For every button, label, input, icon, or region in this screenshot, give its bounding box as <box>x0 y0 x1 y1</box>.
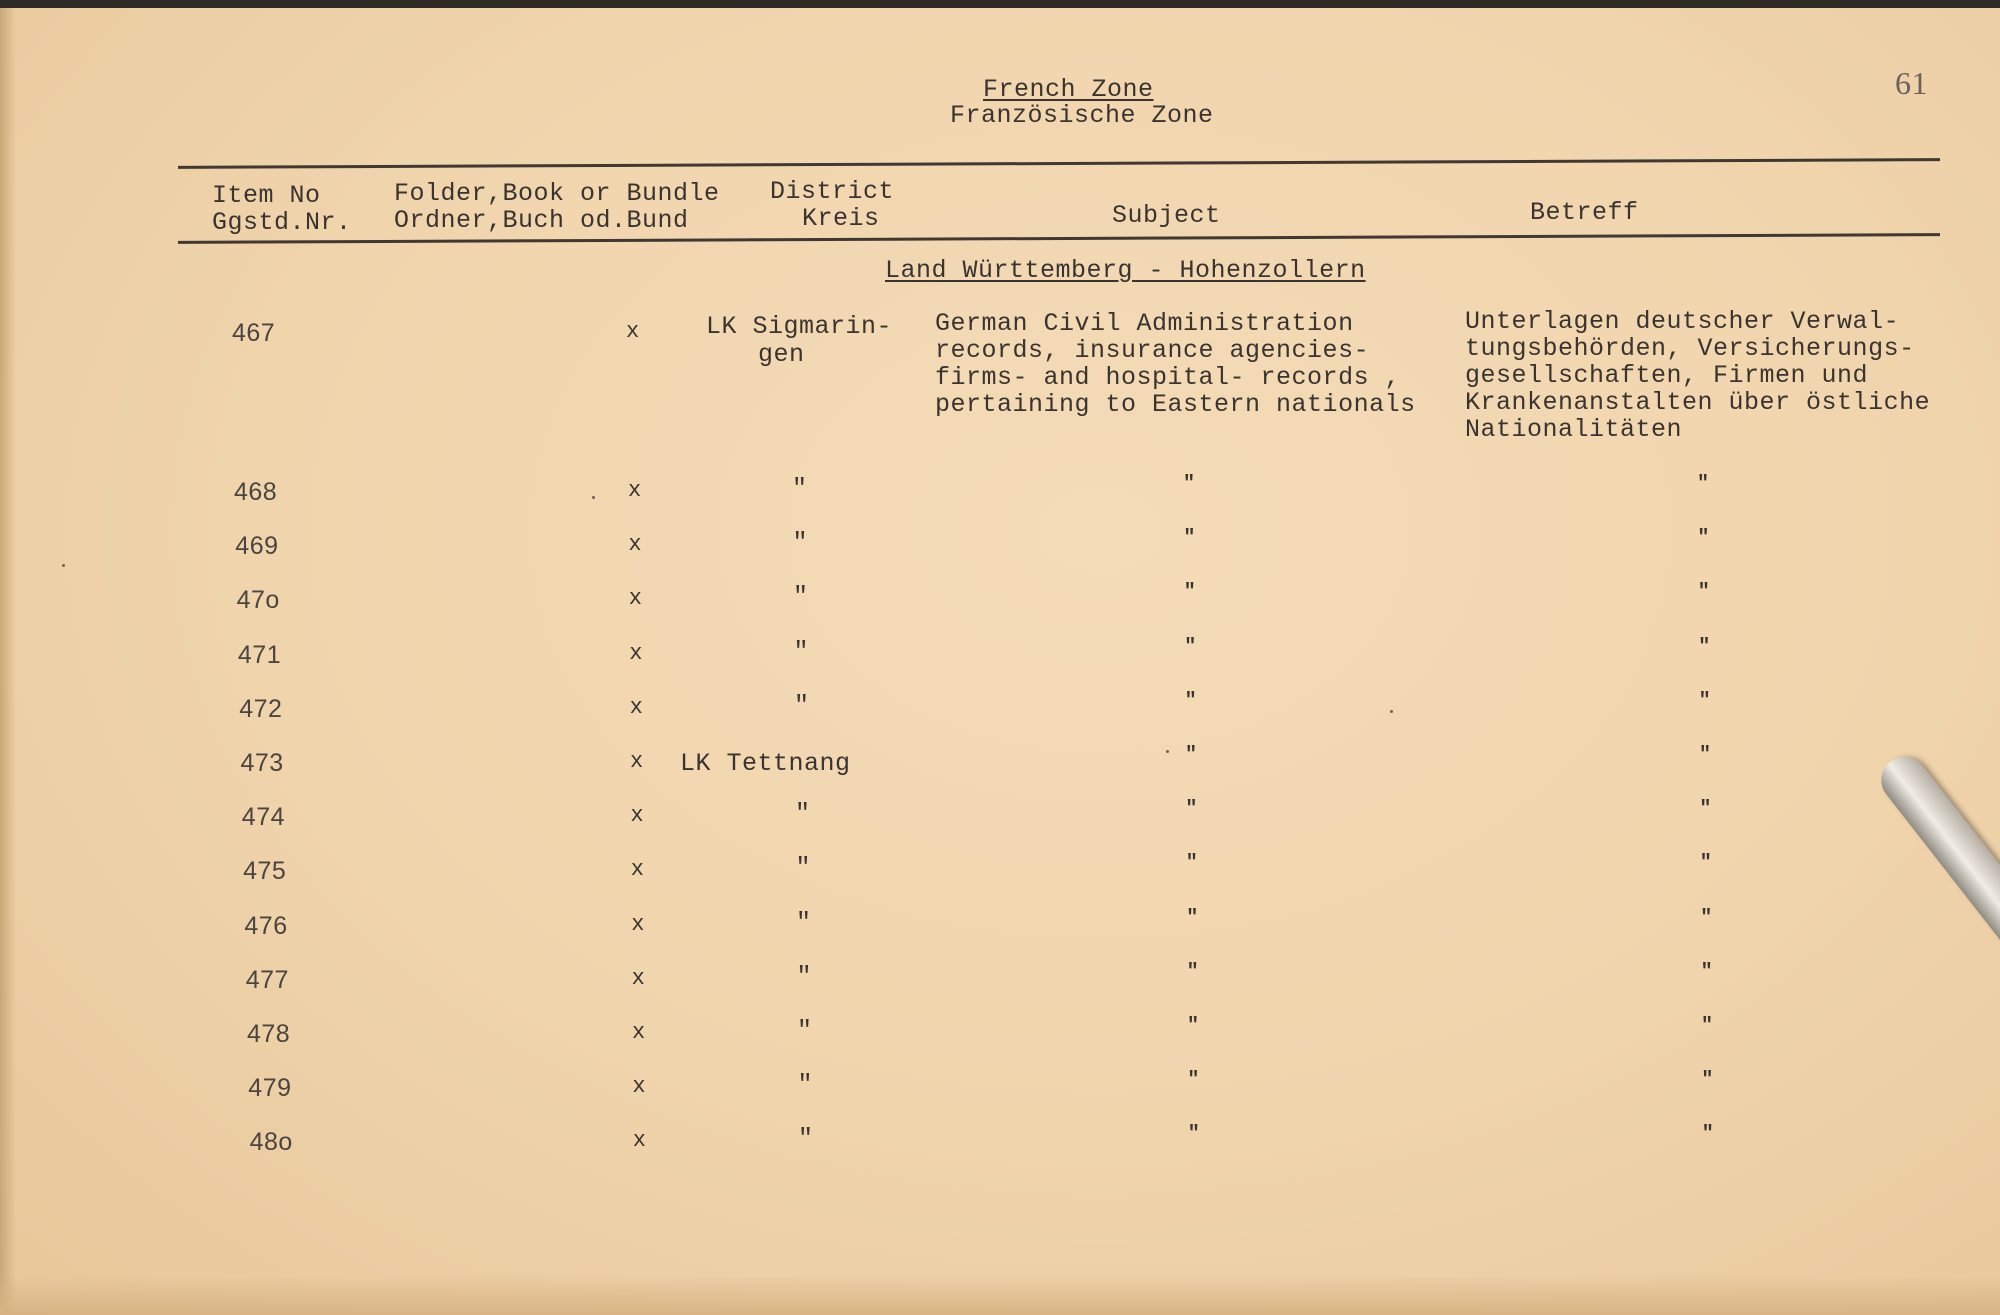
subject-ditto: " <box>1185 744 1198 767</box>
paper-speck <box>592 496 595 499</box>
district-name: " <box>795 799 811 829</box>
subject-ditto: " <box>1184 635 1197 659</box>
item-number: 467 <box>232 319 276 347</box>
betreff-ditto: " <box>1698 635 1711 659</box>
betreff-line: Unterlagen deutscher Verwal- <box>1465 307 1900 336</box>
subject-ditto: " <box>1187 1015 1200 1038</box>
column-header-folder-de: Ordner,Buch od.Bund <box>394 206 689 235</box>
bundle-mark: x <box>632 1128 647 1154</box>
subject-line: firms- and hospital- records , <box>935 363 1401 392</box>
district-name: LK Tettnang <box>680 749 851 778</box>
subject-ditto: " <box>1187 1123 1201 1147</box>
item-number: 476 <box>244 911 288 940</box>
betreff-ditto: " <box>1697 581 1711 605</box>
bundle-mark: x <box>629 694 644 720</box>
betreff-line: Krankenanstalten über östliche <box>1465 388 1931 417</box>
paper-speck <box>62 564 65 567</box>
subject-ditto: " <box>1183 581 1197 605</box>
district-name: " <box>794 690 810 720</box>
district-name: " <box>798 1124 814 1154</box>
zone-title-en: French Zone <box>983 75 1154 104</box>
document-page <box>0 8 2000 1315</box>
column-header-item-en: Item No <box>212 181 321 210</box>
district-name: " <box>793 582 809 612</box>
item-number: 477 <box>245 965 289 994</box>
subject-line: pertaining to Eastern nationals <box>935 390 1416 419</box>
betreff-ditto: " <box>1701 1015 1714 1038</box>
betreff-line: gesellschaften, Firmen und <box>1465 361 1869 390</box>
district-name: " <box>797 1070 814 1100</box>
column-header-district-de: Kreis <box>802 204 880 233</box>
item-number: 468 <box>234 478 278 506</box>
district-name: " <box>793 636 810 666</box>
bundle-mark: x <box>630 857 645 883</box>
bundle-mark: x <box>628 478 642 503</box>
betreff-ditto: " <box>1699 744 1712 767</box>
betreff-ditto: " <box>1697 527 1710 551</box>
item-number: 475 <box>243 857 287 886</box>
bundle-mark: x <box>628 586 643 612</box>
column-header-district-en: District <box>770 177 895 206</box>
item-number: 47o <box>236 586 280 615</box>
subject-ditto: " <box>1186 906 1199 930</box>
item-number: 474 <box>241 803 286 832</box>
district-name: " <box>796 907 812 937</box>
district-name: " <box>797 1016 813 1045</box>
column-header-subject: Subject <box>1112 201 1221 230</box>
betreff-ditto: " <box>1701 1123 1715 1147</box>
item-number: 473 <box>240 749 284 777</box>
subject-ditto: " <box>1183 527 1196 551</box>
betreff-ditto: " <box>1700 906 1713 930</box>
subject-line: records, insurance agencies- <box>935 336 1370 365</box>
item-number: 472 <box>239 694 283 723</box>
betreff-ditto: " <box>1701 1069 1714 1093</box>
column-header-item-de: Ggstd.Nr. <box>212 208 352 237</box>
subject-ditto: " <box>1185 798 1198 822</box>
bundle-mark: x <box>628 532 643 558</box>
item-number: 48o <box>249 1128 293 1157</box>
district-name: " <box>795 853 812 883</box>
subject-ditto: " <box>1185 852 1199 876</box>
betreff-line: tungsbehörden, Versicherungs- <box>1465 334 1915 363</box>
subject-line: German Civil Administration <box>935 309 1354 338</box>
betreff-ditto: " <box>1700 960 1714 984</box>
betreff-line: Nationalitäten <box>1465 415 1683 444</box>
paper-speck <box>1166 750 1169 753</box>
column-header-folder-en: Folder,Book or Bundle <box>394 179 720 208</box>
bundle-mark: x <box>629 640 643 666</box>
betreff-ditto: " <box>1698 689 1712 713</box>
section-title: Land Württemberg - Hohenzollern <box>885 256 1366 285</box>
bundle-mark: x <box>630 803 645 829</box>
entry-list <box>0 8 2000 1315</box>
district-name: " <box>792 528 809 558</box>
item-number: 469 <box>235 532 279 561</box>
column-header-betreff: Betreff <box>1530 198 1639 227</box>
page-number: 61 <box>1895 65 1928 101</box>
zone-title-de: Französische Zone <box>950 101 1214 130</box>
bundle-mark: x <box>632 1074 647 1100</box>
bundle-mark: x <box>631 965 646 991</box>
subject-ditto: " <box>1186 960 1200 984</box>
district-name: " <box>792 474 808 503</box>
item-number: 478 <box>247 1020 291 1048</box>
subject-ditto: " <box>1187 1069 1200 1093</box>
betreff-ditto: " <box>1697 473 1710 496</box>
district-name-continued: gen <box>758 340 805 369</box>
item-number: 471 <box>237 640 282 669</box>
paper-speck <box>1390 710 1393 713</box>
item-number: 479 <box>248 1074 292 1103</box>
subject-ditto: " <box>1184 689 1198 713</box>
bundle-mark: x <box>631 911 645 937</box>
bundle-mark: x <box>626 319 640 344</box>
subject-ditto: " <box>1183 473 1196 496</box>
bundle-mark: x <box>630 749 644 774</box>
betreff-ditto: " <box>1699 852 1713 876</box>
district-name: LK Sigmarin- <box>706 312 893 341</box>
betreff-ditto: " <box>1699 798 1712 822</box>
bundle-mark: x <box>632 1020 646 1045</box>
district-name: " <box>796 961 813 991</box>
